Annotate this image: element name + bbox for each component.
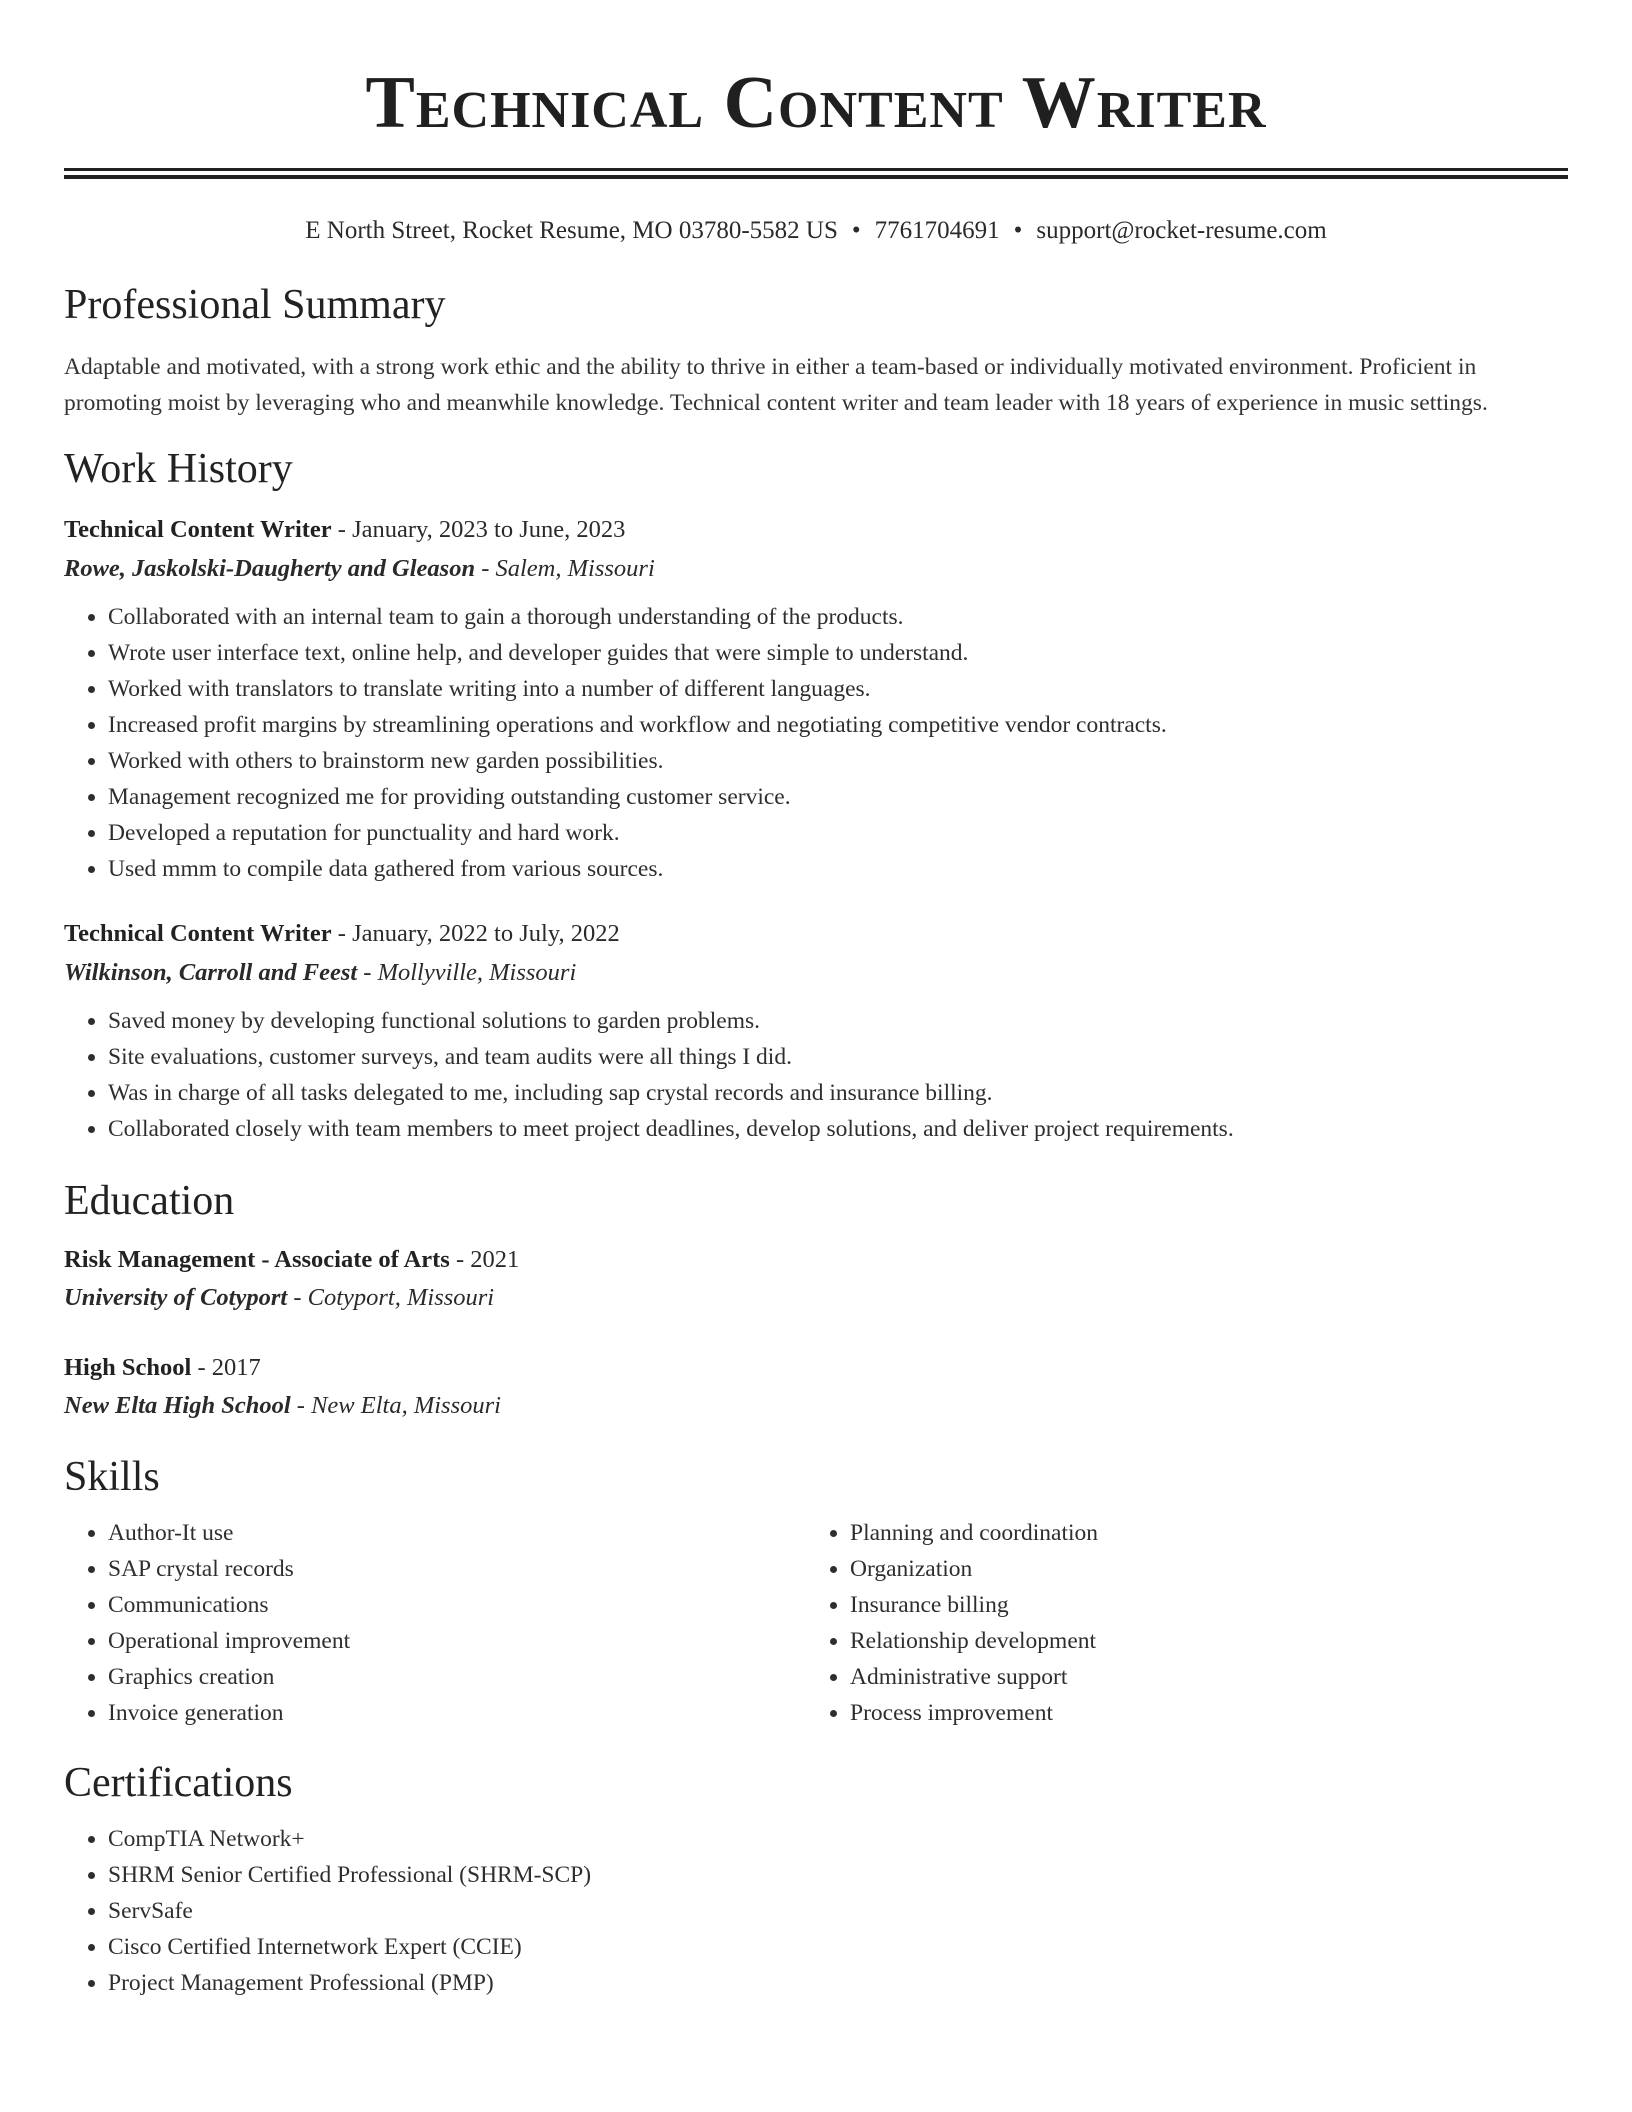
list-item: • ServSafe: [108, 1893, 1568, 1929]
list-item: • Increased profit margins by streamlining operations and workflow and negotiating competitive vendor contracts.: [108, 707, 1568, 743]
list-item: • CompTIA Network+: [108, 1821, 1568, 1857]
job-bullets: [64, 1003, 1568, 1147]
education-location: - New Elta, Missouri: [290, 1392, 501, 1419]
list-item: • Collaborated with an internal team to gain a thorough understanding of the products.: [108, 599, 1568, 635]
job-title-line: [64, 511, 1568, 549]
job-entry: [64, 915, 1568, 1147]
skills-list-right: [806, 1515, 1548, 1731]
list-item: • Planning and coordination: [850, 1515, 1548, 1551]
job-location: - Mollyville, Missouri: [357, 959, 577, 986]
list-item: • Process improvement: [850, 1695, 1548, 1731]
education-degree: Risk Management - Associate of Arts: [64, 1246, 450, 1273]
list-item: • Project Management Professional (PMP): [108, 1965, 1568, 2001]
job-title-line: [64, 915, 1568, 953]
summary-heading: Professional Summary: [64, 282, 446, 328]
work-history-heading: Work History: [64, 446, 293, 492]
list-item: • Worked with translators to translate writing into a number of different languages.: [108, 671, 1568, 707]
job-dates: - January, 2023 to June, 2023: [331, 516, 626, 543]
list-item: • Operational improvement: [108, 1623, 806, 1659]
certifications-list: [64, 1821, 1568, 2001]
skills-list-left: [64, 1515, 806, 1731]
skills-column-left: [64, 1515, 806, 1731]
education-school-line: [64, 1279, 1568, 1317]
list-item: • Administrative support: [850, 1659, 1548, 1695]
list-item: • Author-It use: [108, 1515, 806, 1551]
education-heading: Education: [64, 1178, 235, 1224]
education-year: - 2021: [449, 1246, 520, 1273]
list-item: • Used mmm to compile data gathered from various sources.: [108, 851, 1568, 887]
job-company: Wilkinson, Carroll and Feest: [64, 959, 358, 986]
list-item: • Developed a reputation for punctuality and hard work.: [108, 815, 1568, 851]
job-company-line: [64, 953, 1568, 993]
education-school: New Elta High School: [64, 1392, 291, 1419]
certifications-heading: Certifications: [64, 1760, 293, 1806]
job-company: Rowe, Jaskolski-Daugherty and Gleason: [64, 555, 476, 582]
list-item: • Communications: [108, 1587, 806, 1623]
job-dates: - January, 2022 to July, 2022: [331, 920, 620, 947]
education-year: - 2017: [191, 1354, 261, 1381]
contact-separator: •: [1013, 217, 1023, 244]
job-bullets: [64, 599, 1568, 887]
list-item: • Cisco Certified Internetwork Expert (CCIE): [108, 1929, 1568, 1965]
education-location: - Cotyport, Missouri: [287, 1284, 495, 1311]
job-title: Technical Content Writer: [64, 920, 332, 947]
list-item: • Invoice generation: [108, 1695, 806, 1731]
job-location: - Salem, Missouri: [475, 555, 655, 582]
job-title: Technical Content Writer: [64, 516, 332, 543]
summary-text: Adaptable and motivated, with a strong work ethic and the ability to thrive in either a team-based or individually motivated environment. Proficient in promoting moist by leveraging who and meanwhile knowledge. Technical content writer and team leader with 18 years of experience in music settings.: [64, 354, 1488, 416]
list-item: • SAP crystal records: [108, 1551, 806, 1587]
education-degree: High School: [64, 1354, 192, 1381]
education-school-line: [64, 1387, 1568, 1425]
contact-address: E North Street, Rocket Resume, MO 03780-5582 US: [305, 217, 838, 244]
education-degree-line: [64, 1349, 1568, 1387]
list-item: • Wrote user interface text, online help, and developer guides that were simple to understand.: [108, 635, 1568, 671]
skills-grid: [64, 1515, 1568, 1731]
list-item: • Worked with others to brainstorm new garden possibilities.: [108, 743, 1568, 779]
list-item: • Relationship development: [850, 1623, 1548, 1659]
education-degree-line: [64, 1241, 1568, 1279]
list-item: • Was in charge of all tasks delegated to me, including sap crystal records and insurance billing.: [108, 1075, 1568, 1111]
skills-heading: Skills: [64, 1454, 160, 1500]
contact-separator: •: [851, 217, 861, 244]
list-item: • Organization: [850, 1551, 1548, 1587]
education-entry: [64, 1241, 1568, 1317]
list-item: • Management recognized me for providing outstanding customer service.: [108, 779, 1568, 815]
list-item: • SHRM Senior Certified Professional (SHRM-SCP): [108, 1857, 1568, 1893]
list-item: • Collaborated closely with team members to meet project deadlines, develop solutions, and deliver project requirements.: [108, 1111, 1568, 1147]
list-item: • Saved money by developing functional solutions to garden problems.: [108, 1003, 1568, 1039]
contact-line: [64, 213, 1568, 249]
list-item: • Insurance billing: [850, 1587, 1548, 1623]
skills-column-right: [806, 1515, 1548, 1731]
list-item: • Site evaluations, customer surveys, and team audits were all things I did.: [108, 1039, 1568, 1075]
list-item: • Graphics creation: [108, 1659, 806, 1695]
education-school: University of Cotyport: [64, 1284, 288, 1311]
education-entry: [64, 1349, 1568, 1425]
job-entry: [64, 511, 1568, 887]
resume-title: Technical Content Writer: [365, 62, 1267, 144]
contact-phone: 7761704691: [874, 217, 1000, 244]
contact-email: support@rocket-resume.com: [1036, 217, 1327, 244]
title-divider-bottom: [64, 175, 1568, 179]
job-company-line: [64, 549, 1568, 589]
